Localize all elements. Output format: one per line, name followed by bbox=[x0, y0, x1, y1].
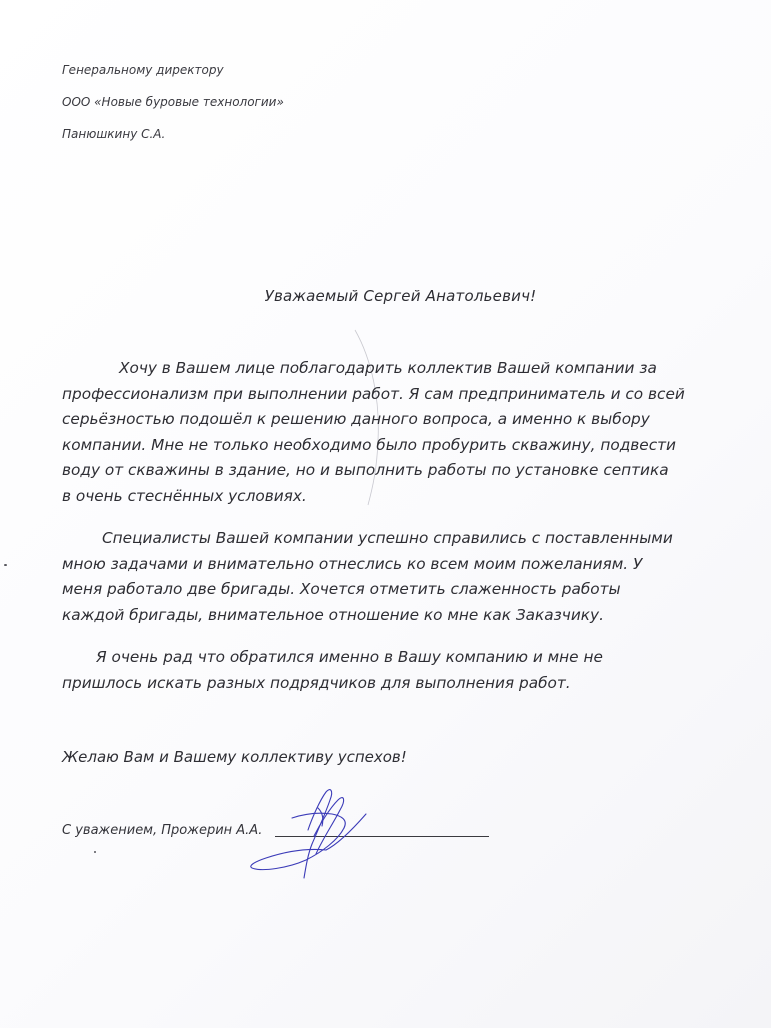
paragraph-specialists bbox=[62, 526, 673, 628]
paragraph-line: серьёзностью подошёл к решению данного вопроса, а именно к выбору bbox=[62, 410, 650, 428]
paper-speck bbox=[94, 851, 96, 853]
addressee-company: ООО «Новые буровые технологии» bbox=[62, 95, 284, 109]
paragraph-satisfaction bbox=[62, 645, 603, 696]
paragraph-line: Специалисты Вашей компании успешно справились с поставленными bbox=[102, 529, 673, 547]
paragraph-line: Хочу в Вашем лице поблагодарить коллектив Вашей компании за bbox=[119, 359, 657, 377]
paragraph-line: каждой бригады, внимательное отношение ко мне как Заказчику. bbox=[62, 605, 604, 624]
salutation: Уважаемый Сергей Анатольевич! bbox=[264, 287, 537, 305]
paragraph-line: в очень стеснённых условиях. bbox=[62, 486, 307, 505]
paper-speck bbox=[4, 564, 7, 566]
paragraph-line: воду от скважины в здание, но и выполнить работы по установке септика bbox=[62, 461, 669, 479]
closing-wish: Желаю Вам и Вашему коллективу успехов! bbox=[62, 748, 407, 766]
paragraph-line: пришлось искать разных подрядчиков для выполнения работ. bbox=[62, 673, 571, 692]
handwritten-signature bbox=[248, 778, 378, 888]
paragraph-line: мною задачами и внимательно отнеслись ко всем моим пожеланиям. У bbox=[62, 554, 643, 573]
paragraph-line: Я очень рад что обратился именно в Вашу компанию и мне не bbox=[96, 648, 603, 666]
paragraph-line: компании. Мне не только необходимо было пробурить скважину, подвести bbox=[62, 435, 676, 454]
paragraph-gratitude bbox=[62, 356, 685, 509]
paragraph-line: меня работало две бригады. Хочется отметить слаженность работы bbox=[62, 580, 621, 598]
addressee-name: Панюшкину С.А. bbox=[62, 127, 166, 141]
addressee-position: Генеральному директору bbox=[62, 63, 224, 77]
paragraph-line: профессионализм при выполнении работ. Я сам предприниматель и со всей bbox=[62, 384, 685, 403]
regards-signoff: С уважением, Прожерин А.А. bbox=[62, 823, 263, 838]
